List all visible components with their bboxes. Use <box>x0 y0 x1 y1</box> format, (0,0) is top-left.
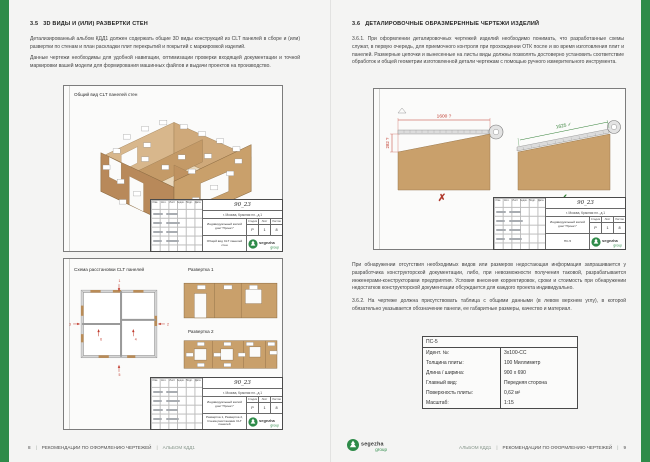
svg-text:segezha: segezha <box>361 441 384 448</box>
sheet-value: 1 <box>259 403 271 413</box>
sig-header: №док. <box>176 201 185 204</box>
sig-header: Кол. <box>161 379 167 382</box>
footer-album: АЛЬБОМ КДД1 <box>459 445 492 450</box>
signature-grid <box>151 378 203 429</box>
stage-value: Р <box>247 403 259 413</box>
page-number: 9 <box>623 445 626 450</box>
section-heading-right <box>352 21 539 27</box>
page-footer-left: 8 | РЕКОМЕНДАЦИИ ПО ОФОРМЛЕНИЮ ЧЕРТЕЖЕЙ | АЛЬБОМ КДД1 <box>28 445 195 450</box>
signature-grid <box>494 198 546 249</box>
clt-panel-wrong <box>398 134 490 190</box>
svg-text:segezha: segezha <box>601 237 618 243</box>
sig-header: Кол. <box>504 199 510 202</box>
paragraph: При обнаружении отсутствия необходимых видов или размеров недостающая информация запрашивается у разработчика конструкторской документации, либо, при невозможности получения таковой, разрабатывается инженерами-конструкторами предприятия. Условия внесения корректировок, сроки и стоимость при обнаружении недостатков конструкторской документации обсуждается для каждого проекта индивидуально. <box>352 262 626 292</box>
title-block <box>150 377 283 430</box>
sig-header: Лист <box>512 199 519 202</box>
svg-text:1: 1 <box>118 279 121 284</box>
svg-text:4: 4 <box>134 337 137 342</box>
project-name: Индивидуальный жилой дом "Проект" <box>203 219 247 235</box>
paragraph: Данные чертежи необходимы для удобной навигации, оптимизации проверки входящей документации и точной маркировки вашей модели для формирования машинных файлов и выдачи проектов на производство. <box>30 55 300 69</box>
panel-spec-table <box>422 336 578 409</box>
paragraph: Детализированный альбом КДД1 должен содержать общие 3D виды конструкций из CLT панелей в сборе и (или) развертки по стенам и план раскладки плит перекрытий и покрытий с маркировкой изделий. <box>30 36 300 50</box>
drawing-code: 90_23 <box>546 198 625 209</box>
sheets-label: Листов <box>272 398 281 401</box>
paragraph: 3.6.2. На чертеже должна присутствовать таблица с общими данными (в левом верхнем углу), в которой обязательно указывается обозначение панели, ее габаритные размеры, качество и материал. <box>352 298 626 312</box>
sheets-label: Листов <box>272 220 281 223</box>
drawing-code: 90_23 <box>203 200 282 211</box>
sig-header: Подп. <box>185 379 193 382</box>
svg-text:5: 5 <box>118 372 121 377</box>
sig-header: Дата <box>194 379 201 382</box>
sig-header: Дата <box>194 201 201 204</box>
title-block <box>150 199 283 252</box>
stage-value: Р <box>590 223 602 233</box>
wrong-mark: ✗ <box>437 193 447 204</box>
dim-width-label: 1600 ? <box>436 114 452 120</box>
view-label: Развертка 2 <box>188 329 214 334</box>
paragraph: 3.6.1. При оформлении деталировочных чертежей изделий необходимо понимать, что разработанные схемы служат, в первую очередь, для приемочного контроля при прохождении ОТК после и во время изготовления плит и панелей. Размерные цепочки и вынесенные на листы виды должны позволять достоверно установить соответствие обработок и общей геометрии изготовленной детали чертежам с помощью ручного измерительного инструмента. <box>352 36 624 66</box>
dim-height-label: 282 ? <box>385 137 390 149</box>
level-mark-icon <box>398 108 406 113</box>
drawing-code: 90_23 <box>203 378 282 389</box>
signature-grid <box>151 200 203 251</box>
sheet-label: Лист <box>602 217 614 222</box>
sig-header: Изм. <box>152 201 159 204</box>
sheet-value: 1 <box>602 223 614 233</box>
sig-header: Изм. <box>152 379 159 382</box>
view-label: Общий вид CLT панелей стен <box>74 92 138 97</box>
binding-margin-line <box>69 86 70 251</box>
dimensioning-example-drawing <box>376 93 624 207</box>
sheets-value: 8 <box>618 226 621 230</box>
sheet-title: ПС-5 <box>546 234 590 249</box>
section-number: 3.6 <box>352 21 361 27</box>
segezha-logo-icon <box>591 236 625 248</box>
svg-text:2: 2 <box>166 322 169 327</box>
project-name: Индивидуальный жилой дом "Проект" <box>203 397 247 413</box>
title-block-logo <box>590 234 625 249</box>
stage-value: Р <box>247 225 259 235</box>
svg-text:6: 6 <box>100 337 103 342</box>
sig-header: Дата <box>537 199 544 202</box>
svg-text:group: group <box>269 244 279 249</box>
svg-text:segezha: segezha <box>258 417 275 423</box>
left-green-edge <box>0 0 9 462</box>
sheets-value: 8 <box>275 228 278 232</box>
clt-panel-correct <box>518 134 610 190</box>
sig-header: Подп. <box>528 199 536 202</box>
elevation-2-drawing <box>182 337 279 373</box>
spec-table-title: ПС-5 <box>423 337 578 348</box>
sig-header: Кол. <box>161 201 167 204</box>
page-gutter <box>330 0 331 462</box>
table-row: Толщина плиты: 100 Миллиметр <box>423 358 578 368</box>
segezha-logo-icon <box>248 238 282 250</box>
sheet-label: Лист <box>259 219 271 224</box>
sig-header: Изм. <box>495 199 502 202</box>
table-row: Идент. №: 3x100-CC <box>423 348 578 359</box>
title-block-logo <box>247 236 282 251</box>
sheet-title: Общий вид CLT панелей стен <box>203 236 247 251</box>
project-address: г. Москва, Красная пл., д.1 <box>203 389 282 397</box>
segezha-logo-icon <box>248 416 282 428</box>
right-green-edge <box>641 0 650 462</box>
panel-layout-plan <box>68 275 170 377</box>
svg-text:group: group <box>612 242 622 247</box>
section-title: 3D ВИДЫ И (ИЛИ) РАЗВЕРТКИ СТЕН <box>43 21 148 27</box>
project-address: г. Москва, Красная пл., д.1 <box>203 211 282 219</box>
footer-title: РЕКОМЕНДАЦИИ ПО ОФОРМЛЕНИЮ ЧЕРТЕЖЕЙ <box>41 445 152 450</box>
elevation-1-drawing <box>182 275 279 321</box>
sig-header: Лист <box>169 201 176 204</box>
section-title: ДЕТАЛИРОВОЧНЫЕ ОБРАЗМЕРЕННЫЕ ЧЕРТЕЖИ ИЗДЕЛИЙ <box>365 21 540 27</box>
drawing-frame-plan-elevations <box>63 258 283 430</box>
table-row: Масштаб: 1:15 <box>423 398 578 409</box>
stage-label: Стадия <box>590 218 601 221</box>
segezha-logo-icon <box>346 437 392 453</box>
project-address: г. Москва, Красная пл., д.1 <box>546 209 625 217</box>
table-row: Длина / ширина: 900 x 690 <box>423 368 578 378</box>
footer-album: АЛЬБОМ КДД1 <box>162 445 195 450</box>
table-row: Поверхность плиты: 0,62 м² <box>423 388 578 398</box>
stage-label: Стадия <box>247 220 258 223</box>
sheet-title: Развертка 1, Развертка 2, Схема расстановки CLT панелей <box>203 414 247 429</box>
footer-title: РЕКОМЕНДАЦИИ ПО ОФОРМЛЕНИЮ ЧЕРТЕЖЕЙ <box>502 445 613 450</box>
sheet-value: 1 <box>259 225 271 235</box>
page-number: 8 <box>28 445 31 450</box>
view-label: Развертка 1 <box>188 267 214 272</box>
sig-header: №док. <box>519 199 528 202</box>
title-block-logo <box>247 414 282 429</box>
sig-header: Подп. <box>185 201 193 204</box>
svg-text:3: 3 <box>69 322 71 327</box>
section-heading-left <box>30 21 148 27</box>
footer-logo <box>346 437 392 458</box>
project-name: Индивидуальный жилой дом "Проект" <box>546 217 590 233</box>
svg-text:segezha: segezha <box>258 239 275 245</box>
sheets-value: 8 <box>275 406 278 410</box>
stage-label: Стадия <box>247 398 258 401</box>
drawing-frame-dimensioning <box>373 88 626 250</box>
dim-slope-label: 1625 ✓ <box>555 122 573 131</box>
svg-text:group: group <box>269 422 279 427</box>
sig-header: Лист <box>169 379 176 382</box>
svg-text:group: group <box>375 446 387 452</box>
section-number: 3.5 <box>30 21 39 27</box>
view-label: Схема расстановки CLT панелей <box>74 267 145 272</box>
table-row: Главный вид: Передняя сторона <box>423 378 578 388</box>
sheet-label: Лист <box>259 397 271 402</box>
sheets-label: Листов <box>615 218 624 221</box>
title-block <box>493 197 626 250</box>
sig-header: №док. <box>176 379 185 382</box>
page-footer-right: АЛЬБОМ КДД1 | РЕКОМЕНДАЦИИ ПО ОФОРМЛЕНИЮ ЧЕРТЕЖЕЙ | 9 <box>459 445 626 450</box>
drawing-frame-3d-view <box>63 85 283 252</box>
